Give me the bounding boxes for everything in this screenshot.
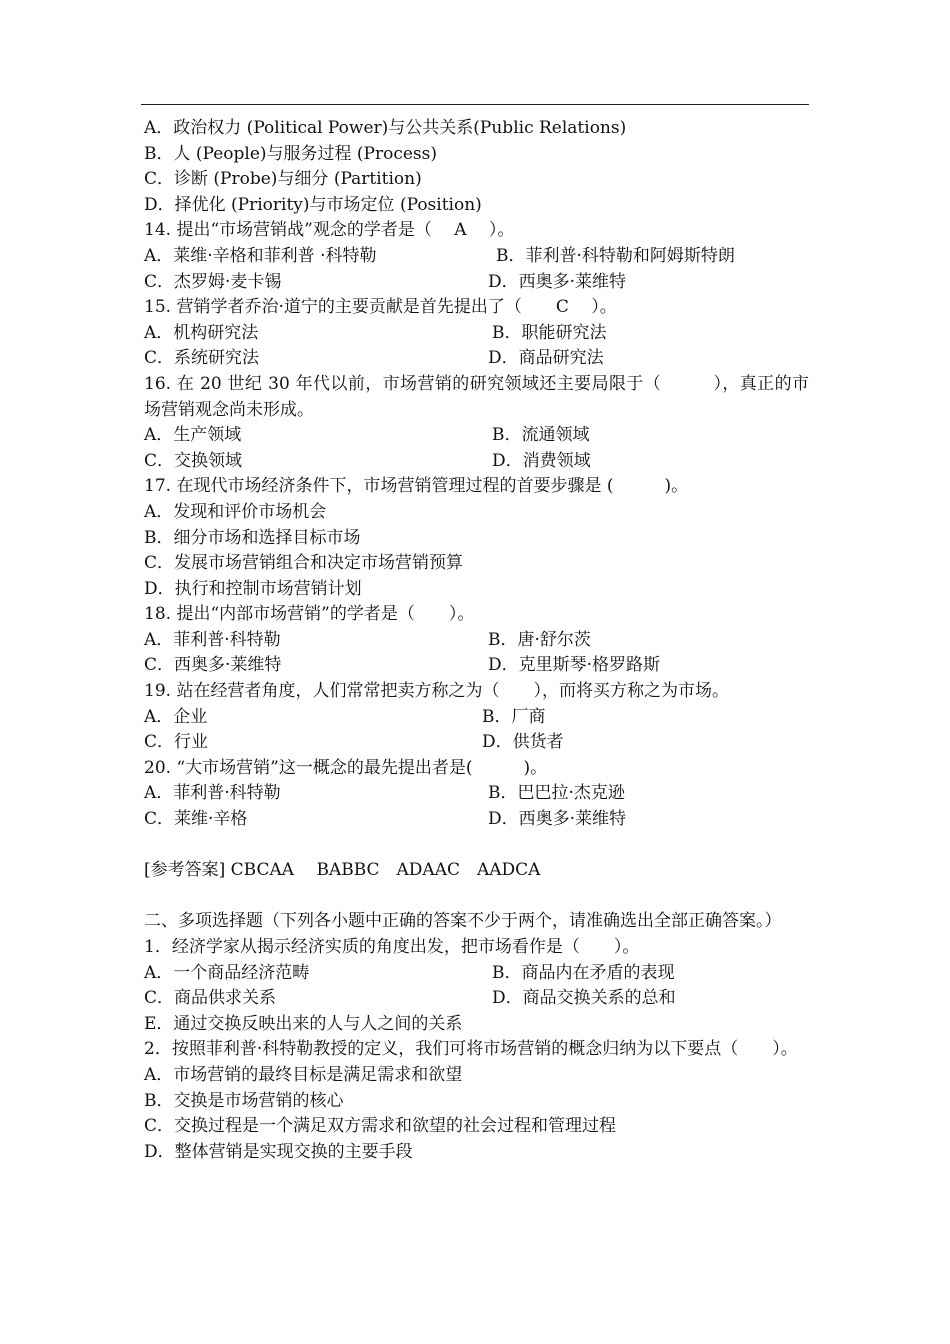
document-body xyxy=(144,116,809,1165)
m2-option-a: A．市场营销的最终目标是满足需求和欲望 xyxy=(144,1064,463,1085)
m1-option-e: E．通过交换反映出来的人与人之间的关系 xyxy=(144,1013,463,1034)
q18-options-row-2 xyxy=(144,653,809,679)
q18-option-a: A．菲利普·科特勒 xyxy=(144,629,281,650)
q14-options-row-1 xyxy=(144,244,809,270)
q18-option-b: B．唐·舒尔茨 xyxy=(488,629,591,650)
q17-option-a: A．发现和评价市场机会 xyxy=(144,501,327,522)
q15-stem: 15. 营销学者乔治·道宁的主要贡献是首先提出了（ C ）。 xyxy=(144,297,617,318)
q17-option-b: B．细分市场和选择目标市场 xyxy=(144,527,361,548)
q15-option-c: C．系统研究法 xyxy=(144,348,260,369)
q20-option-b: B．巴巴拉·杰克逊 xyxy=(488,783,625,804)
q13-option-b: B．人 (People)与服务过程 (Process) xyxy=(144,143,438,164)
header-rule xyxy=(141,104,809,105)
q16-options-row-2 xyxy=(144,449,809,475)
q17-option-d: D．执行和控制市场营销计划 xyxy=(144,578,362,599)
q20-stem: 20. “大市场营销”这一概念的最先提出者是( )。 xyxy=(144,757,548,778)
q20-options-row-1 xyxy=(144,781,809,807)
q20-option-c: C．莱维·辛格 xyxy=(144,809,248,830)
q14-option-d: D．西奥多·莱维特 xyxy=(488,271,627,292)
q20-options-row-2 xyxy=(144,807,809,833)
m2-stem: 2．按照菲利普·科特勒教授的定义，我们可将市场营销的概念归纳为以下要点（ ）。 xyxy=(144,1039,798,1060)
q14-stem: 14. 提出“市场营销战”观念的学者是（ A ）。 xyxy=(144,220,515,241)
q19-options-row-2 xyxy=(144,730,809,756)
q15-option-a: A．机构研究法 xyxy=(144,322,259,343)
m2-option-d: D．整体营销是实现交换的主要手段 xyxy=(144,1141,413,1162)
q16-option-a: A．生产领域 xyxy=(144,425,242,446)
m1-option-a: A．一个商品经济范畴 xyxy=(144,962,310,983)
answer-key: [参考答案] CBCAA BABBC ADAAC AADCA xyxy=(144,860,541,881)
q19-option-a: A．企业 xyxy=(144,706,208,727)
q19-option-d: D．供货者 xyxy=(482,732,564,753)
q15-option-d: D．商品研究法 xyxy=(488,348,604,369)
m1-options-row-2 xyxy=(144,986,809,1012)
m2-option-c: C．交换过程是一个满足双方需求和欲望的社会过程和管理过程 xyxy=(144,1116,617,1137)
section-2-title: 二、多项选择题（下列各小题中正确的答案不少于两个，请准确选出全部正确答案。） xyxy=(144,911,782,932)
q20-option-d: D．西奥多·莱维特 xyxy=(488,809,627,830)
q14-options-row-2 xyxy=(144,270,809,296)
q16-option-b: B．流通领域 xyxy=(492,425,590,446)
q14-option-c: C．杰罗姆·麦卡锡 xyxy=(144,271,282,292)
q15-options-row-1 xyxy=(144,321,809,347)
q16-option-d: D．消费领域 xyxy=(492,450,591,471)
q13-option-a: A．政治权力 (Political Power)与公共关系(Public Relations) xyxy=(144,118,627,138)
q13-option-d: D．择优化 (Priority)与市场定位 (Position) xyxy=(144,194,482,215)
q14-option-a: A．莱维·辛格和菲利普 ·科特勒 xyxy=(144,245,377,266)
m1-option-d: D．商品交换关系的总和 xyxy=(492,988,676,1009)
m1-option-b: B．商品内在矛盾的表现 xyxy=(492,962,675,983)
spacer xyxy=(144,833,809,859)
q14-option-b: B．菲利普·科特勒和阿姆斯特朗 xyxy=(496,245,735,266)
q15-options-row-2 xyxy=(144,346,809,372)
q19-stem: 19. 站在经营者角度，人们常常把卖方称之为（ ），而将买方称之为市场。 xyxy=(144,681,729,702)
q17-option-c: C．发展市场营销组合和决定市场营销预算 xyxy=(144,553,464,574)
m2-option-b: B．交换是市场营销的核心 xyxy=(144,1090,344,1111)
q17-stem: 17. 在现代市场经济条件下，市场营销管理过程的首要步骤是 ( )。 xyxy=(144,476,689,497)
spacer xyxy=(144,884,809,910)
q16-stem: 16. 在 20 世纪 30 年代以前，市场营销的研究领域还主要局限于（ ），真正的市场营销观念尚未形成。 xyxy=(144,373,809,420)
q18-options-row-1 xyxy=(144,628,809,654)
m1-options-row-1 xyxy=(144,961,809,987)
q16-option-c: C．交换领域 xyxy=(144,450,243,471)
q18-stem: 18. 提出“内部市场营销”的学者是（ ）。 xyxy=(144,604,475,625)
q18-option-d: D．克里斯琴·格罗路斯 xyxy=(488,655,661,676)
q20-option-a: A．菲利普·科特勒 xyxy=(144,783,281,804)
q18-option-c: C．西奥多·莱维特 xyxy=(144,655,282,676)
m1-option-c: C．商品供求关系 xyxy=(144,988,277,1009)
q19-option-c: C．行业 xyxy=(144,732,209,753)
m1-stem: 1．经济学家从揭示经济实质的角度出发，把市场看作是（ ）。 xyxy=(144,937,640,957)
q19-option-b: B．厂商 xyxy=(482,706,546,727)
q13-option-c: C．诊断 (Probe)与细分 (Partition) xyxy=(144,169,422,190)
q15-option-b: B．职能研究法 xyxy=(492,322,607,343)
q16-options-row-1 xyxy=(144,423,809,449)
q19-options-row-1 xyxy=(144,705,809,731)
